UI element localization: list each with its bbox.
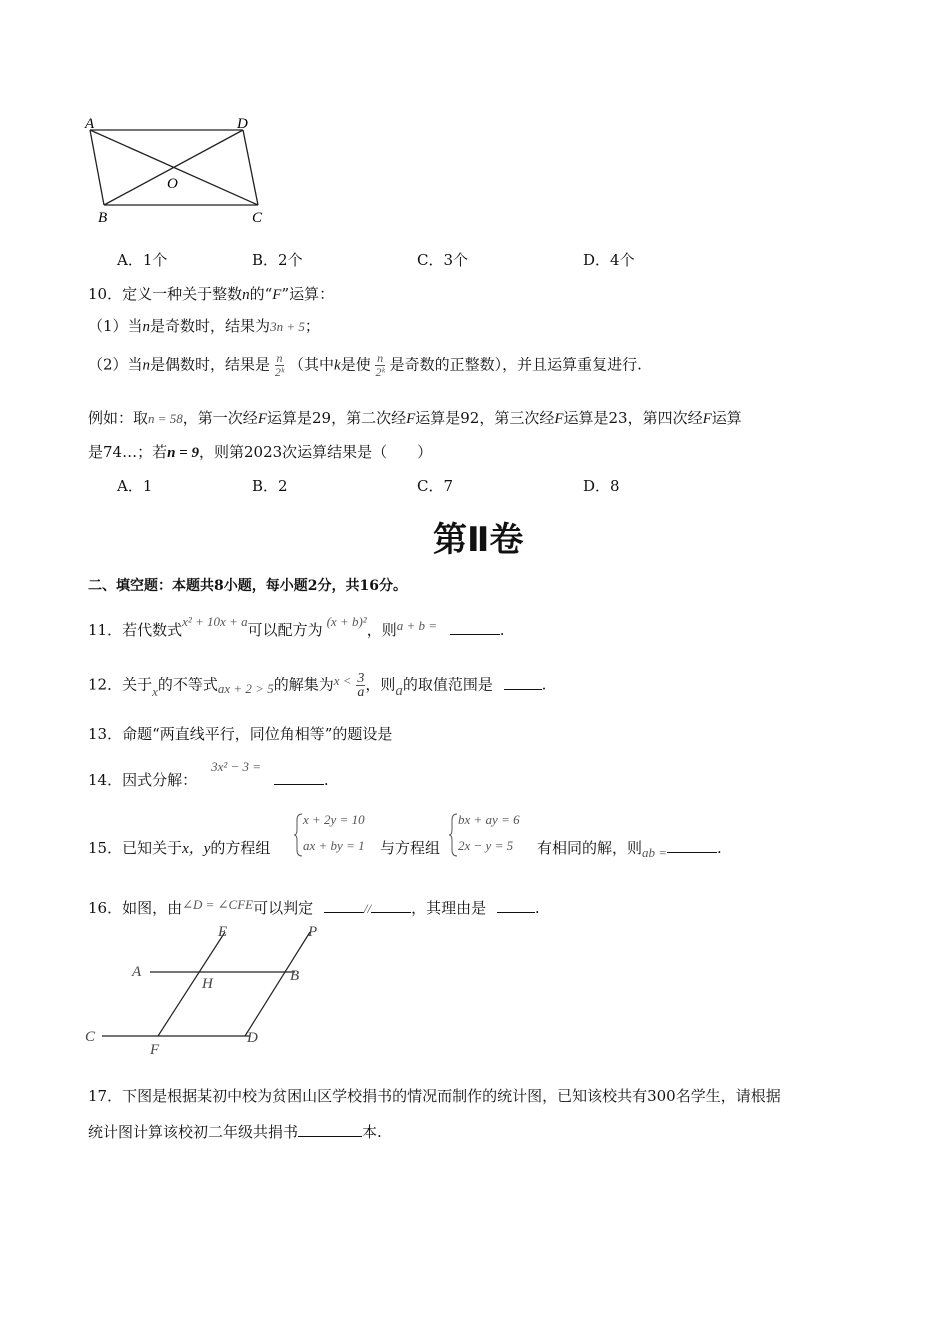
q17-answer-blank[interactable] [298,1122,362,1137]
q12: 12．关于x的不等式ax + 2 > 5的解集为x < $\frac{3}{a}$ ，则a的取值范围是 . [88,671,547,700]
q16-blank-3[interactable] [497,898,535,913]
label-D: D [237,116,248,132]
fig2-label-F: F [150,1042,160,1058]
q10-example: 例如：取n = 58，第一次经F运算是29，第二次经F运算是92，第三次经F运算是23，第四次经F运算 [88,409,742,427]
q10-option-b: B．2 [252,477,288,495]
q17-line2: 统计图计算该校初二年级共捐书 本. [88,1123,382,1141]
fig2-label-A: A [132,964,142,980]
q16-blank-1[interactable] [324,898,364,913]
fig2-label-E: E [218,924,228,940]
q15-text-d: 有相同的解，则ab = . [537,839,722,860]
q9-option-d: D．4个 [583,251,635,269]
fraction-n-over-2k-second: $\frac{n}{\text{2ᵏ}}$ [375,351,385,379]
label-B: B [98,210,108,226]
q16: 16．如图，由∠D = ∠CFE可以判定 // ，其理由是 . [88,897,540,917]
q10-option-c: C．7 [417,477,454,495]
q9-option-b: B．2个 [252,251,303,269]
q15-answer-blank[interactable] [667,838,717,853]
q12-answer-blank[interactable] [504,675,542,690]
q10-stem: 10．定义一种关于整数n的“F”运算： [88,285,335,303]
q15-sys1-line1: x + 2y = 10 [303,812,365,827]
q10-option-a: A．1 [117,477,153,495]
section2-heading: 二、填空题：本题共8小题，每小题2分，共16分。 [88,578,407,594]
q15-sys2-line2: 2x − y = 5 [458,838,514,853]
q11: 11．若代数式x² + 10x + a可以配方为 (x + b)²，则a + b = . [88,614,505,639]
q10-case1: （1）当n是奇数时，结果为3n + 5； [88,317,320,335]
q10-example-line2: 是74…；若n = 9，则第2023次运算结果是（ ） [88,443,433,461]
q15-sys1-line2: ax + by = 1 [303,838,365,853]
parallelogram-figure [80,110,280,230]
fig2-label-P: P [308,924,318,940]
q15-text-c: 与方程组 [380,839,441,857]
q13: 13．命题“两直线平行，同位角相等”的题设是 [88,725,393,743]
label-C: C [252,210,263,226]
q14-answer-blank[interactable] [274,770,324,785]
fig2-label-B: B [290,968,300,984]
fig2-label-D: D [247,1030,258,1046]
q9-option-a: A．1个 [117,251,168,269]
q10-case2: （2）当n是偶数时，结果是 $\frac{n}{\text{2ᵏ}}$ （其中k是使 $\frac{n}{\text{2ᵏ}}$ 是奇数的正整数），并且运算重复进行. [88,351,642,379]
label-A: A [85,116,95,132]
q10-option-d: D．8 [583,477,620,495]
fraction-n-over-2k: $\frac{n}{\text{2ᵏ}}$ [274,351,285,379]
q16-blank-2[interactable] [371,898,411,913]
section-title: 第Ⅱ卷 [433,520,524,560]
q15-sys2-line1: bx + ay = 6 [458,812,520,827]
fig2-label-C: C [85,1029,96,1045]
parallel-lines-figure [80,920,330,1060]
label-O: O [167,176,178,192]
q17-line1: 17．下图是根据某初中校为贫困山区学校捐书的情况而制作的统计图，已知该校共有300名学生，请根据 [88,1087,781,1105]
fig2-label-H: H [202,976,213,992]
q9-option-c: C．3个 [417,251,469,269]
q15-text-a: 15．已知关于x，y的方程组 [88,839,271,857]
q11-answer-blank[interactable] [450,620,500,635]
q14: 14．因式分解：3x² − 3 = . [88,759,329,789]
fraction-3-over-a: $\frac{3}{a}$ [357,671,365,700]
